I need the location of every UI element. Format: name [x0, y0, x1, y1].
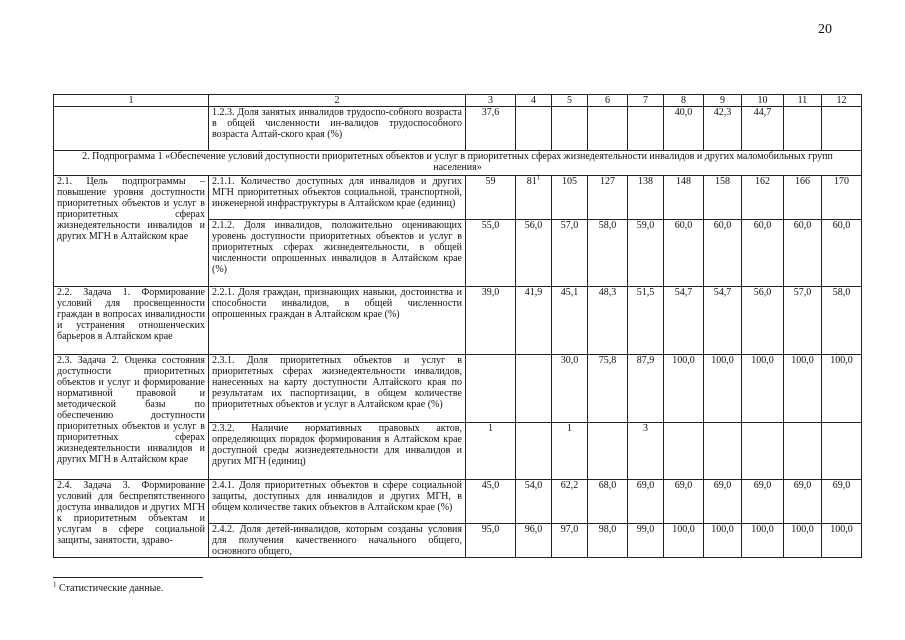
indicator-2-1-2-value-col7: 59,0 [628, 220, 664, 287]
indicator-2-4-2-value-col12: 100,0 [822, 524, 862, 558]
indicator-2-4-2-value-col6: 98,0 [588, 524, 628, 558]
indicator-2-4-2-value-col7: 99,0 [628, 524, 664, 558]
header-col-6: 6 [588, 95, 628, 107]
indicator-1-2-3-value-col9: 42,3 [704, 107, 742, 151]
header-row [54, 95, 862, 107]
indicators-table [53, 94, 862, 558]
header-col-7: 7 [628, 95, 664, 107]
indicator-2-4-2-value-col3: 95,0 [466, 524, 516, 558]
indicator-2-3-2-value-col4 [516, 423, 552, 480]
indicator-2-2-1-value-col7: 51,5 [628, 287, 664, 355]
table-row-2-4-1 [54, 480, 862, 524]
task-2-3: 2.3. Задача 2. Оценка состояния доступности приоритетных объектов и услуг и формирование нормативной правовой и методической базы по обеспечению доступности приоритетных объектов и услуг в приоритетных сферах жизнедеятельности инвалидов и других МГН в Алтайском крае [54, 355, 209, 480]
indicator-2-2-1-text: 2.2.1. Доля граждан, признающих навыки, достоинства и способности инвалидов, в общей численности опрошенных граждан в Алтайском крае (%) [209, 287, 466, 355]
indicator-2-4-1-value-col4: 54,0 [516, 480, 552, 524]
table-row-2-2-1 [54, 287, 862, 355]
footnote [53, 580, 164, 594]
header-col-2: 2 [209, 95, 466, 107]
indicator-2-4-1-value-col8: 69,0 [664, 480, 704, 524]
indicator-2-1-2-value-col3: 55,0 [466, 220, 516, 287]
header-col-9: 9 [704, 95, 742, 107]
indicator-2-1-1-value-col11: 166 [784, 176, 822, 220]
subprogram-title: 2. Подпрограмма 1 «Обеспечение условий доступности приоритетных объектов и услуг в приоритетных сферах жизнедеятельности инвалидов и других маломобильных групп населения» [54, 151, 862, 176]
indicator-2-2-1-value-col10: 56,0 [742, 287, 784, 355]
indicator-2-1-1-value-col5: 105 [552, 176, 588, 220]
indicator-2-3-1-value-col12: 100,0 [822, 355, 862, 423]
indicator-2-1-1-value-col6: 127 [588, 176, 628, 220]
indicator-2-4-2-value-col9: 100,0 [704, 524, 742, 558]
indicator-2-4-2-value-col5: 97,0 [552, 524, 588, 558]
header-col-5: 5 [552, 95, 588, 107]
indicator-2-2-1-value-col3: 39,0 [466, 287, 516, 355]
indicator-1-2-3-value-col12 [822, 107, 862, 151]
task-2-4: 2.4. Задача 3. Формирование условий для беспрепятственного доступа инвалидов и других МГН к приоритетным объектам и услугам в сфере социальной защиты, занятости, здраво- [54, 480, 209, 558]
indicator-2-3-2-value-col9 [704, 423, 742, 480]
indicator-2-4-1-value-col11: 69,0 [784, 480, 822, 524]
indicator-1-2-3-value-col10: 44,7 [742, 107, 784, 151]
indicator-2-1-2-value-col6: 58,0 [588, 220, 628, 287]
cell-empty-col1 [54, 107, 209, 151]
indicator-2-3-1-value-col10: 100,0 [742, 355, 784, 423]
indicator-1-2-3-value-col11 [784, 107, 822, 151]
footnote-mark: 1 [53, 580, 57, 589]
indicator-2-1-2-value-col11: 60,0 [784, 220, 822, 287]
indicator-2-3-2-value-col8 [664, 423, 704, 480]
indicator-2-1-1-value-col3: 59 [466, 176, 516, 220]
header-col-1: 1 [54, 95, 209, 107]
indicator-2-4-2-value-col8: 100,0 [664, 524, 704, 558]
indicator-2-4-2-text: 2.4.2. Доля детей-инвалидов, которым созданы условия для получения качественного начального общего, основного общего, [209, 524, 466, 558]
indicator-1-2-3-value-col4 [516, 107, 552, 151]
indicator-2-1-1-value-col7: 138 [628, 176, 664, 220]
indicator-2-4-1-text: 2.4.1. Доля приоритетных объектов в сфере социальной защиты, доступных для инвалидов и других МГН, в общем количестве таких объектов в Алтайском крае (%) [209, 480, 466, 524]
indicator-2-4-1-value-col7: 69,0 [628, 480, 664, 524]
indicator-2-2-1-value-col5: 45,1 [552, 287, 588, 355]
indicator-2-3-1-value-col5: 30,0 [552, 355, 588, 423]
indicator-2-4-2-value-col10: 100,0 [742, 524, 784, 558]
indicator-1-2-3-value-col8: 40,0 [664, 107, 704, 151]
indicator-2-3-1-value-col4 [516, 355, 552, 423]
indicator-2-1-2-value-col4: 56,0 [516, 220, 552, 287]
indicator-2-4-1-value-col9: 69,0 [704, 480, 742, 524]
header-col-11: 11 [784, 95, 822, 107]
header-col-3: 3 [466, 95, 516, 107]
subprogram-row [54, 151, 862, 176]
header-col-10: 10 [742, 95, 784, 107]
indicator-2-3-1-value-col3 [466, 355, 516, 423]
table-row-1-2-3 [54, 107, 862, 151]
indicator-2-1-1-value-col12: 170 [822, 176, 862, 220]
indicator-1-2-3-value-col6 [588, 107, 628, 151]
table-row-2-3-1 [54, 355, 862, 423]
indicator-2-1-2-text: 2.1.2. Доля инвалидов, положительно оценивающих уровень доступности приоритетных объектов и услуг в приоритетных сферах жизнедеятельности, в общей численности опрошенных инвалидов в Алтайском крае (%) [209, 220, 466, 287]
footnote-ref-mark: 1 [536, 173, 541, 182]
indicator-2-1-2-value-col8: 60,0 [664, 220, 704, 287]
indicator-2-3-1-value-col8: 100,0 [664, 355, 704, 423]
indicator-2-4-1-value-col12: 69,0 [822, 480, 862, 524]
indicator-2-2-1-value-col8: 54,7 [664, 287, 704, 355]
indicator-2-4-1-value-col3: 45,0 [466, 480, 516, 524]
indicator-2-4-1-value-col5: 62,2 [552, 480, 588, 524]
footnote-text: Статистические данные. [56, 583, 164, 594]
goal-2-1: 2.1. Цель подпрограммы – повышение уровня доступности приоритетных объектов и услуг в приоритетных сферах жизнедеятельности инвалидов и других МГН в Алтайском крае [54, 176, 209, 287]
indicator-2-1-1-value-col8: 148 [664, 176, 704, 220]
indicator-2-3-1-value-col7: 87,9 [628, 355, 664, 423]
indicator-2-1-2-value-col9: 60,0 [704, 220, 742, 287]
indicator-1-2-3-value-col7 [628, 107, 664, 151]
indicator-2-3-2-value-col10 [742, 423, 784, 480]
indicator-2-3-2-value-col6 [588, 423, 628, 480]
indicator-2-4-2-value-col4: 96,0 [516, 524, 552, 558]
indicator-2-3-2-value-col12 [822, 423, 862, 480]
indicator-2-4-1-value-col6: 68,0 [588, 480, 628, 524]
indicator-2-1-2-value-col5: 57,0 [552, 220, 588, 287]
indicator-2-2-1-value-col12: 58,0 [822, 287, 862, 355]
indicator-2-1-1-value-col4: $81^1$ [516, 176, 552, 220]
header-col-4: 4 [516, 95, 552, 107]
indicator-2-4-1-value-col10: 69,0 [742, 480, 784, 524]
indicator-2-2-1-value-col4: 41,9 [516, 287, 552, 355]
task-2-2: 2.2. Задача 1. Формирование условий для просвещенности граждан в вопросах инвалидности и устранения отношенческих барьеров в Алтайском крае [54, 287, 209, 355]
indicator-2-4-2-value-col11: 100,0 [784, 524, 822, 558]
indicator-2-1-1-value-col9: 158 [704, 176, 742, 220]
indicator-1-2-3-value-col5 [552, 107, 588, 151]
indicator-2-3-1-value-col11: 100,0 [784, 355, 822, 423]
indicator-2-3-1-value-col6: 75,8 [588, 355, 628, 423]
indicator-1-2-3-text: 1.2.3. Доля занятых инвалидов трудоспо-собного возраста в общей численности ин-валидов трудоспособного возраста Алтай-ского края (%) [209, 107, 466, 151]
indicator-2-3-2-value-col11 [784, 423, 822, 480]
header-col-12: 12 [822, 95, 862, 107]
indicator-2-3-2-text: 2.3.2. Наличие нормативных правовых актов, определяющих порядок формирования в Алтайском крае доступной среды жизнедеятельности для инвалидов и других МГН (единиц) [209, 423, 466, 480]
indicator-2-3-2-value-col5: 1 [552, 423, 588, 480]
indicator-2-1-1-text: 2.1.1. Количество доступных для инвалидов и других МГН приоритетных объектов социальной, транспортной, инженерной инфраструктуры в Алтайском крае (единиц) [209, 176, 466, 220]
indicator-1-2-3-value-col3: 37,6 [466, 107, 516, 151]
table-row-2-1-1 [54, 176, 862, 220]
indicator-2-3-2-value-col3: 1 [466, 423, 516, 480]
indicator-2-3-2-value-col7: 3 [628, 423, 664, 480]
indicator-2-1-2-value-col10: 60,0 [742, 220, 784, 287]
indicator-2-2-1-value-col11: 57,0 [784, 287, 822, 355]
indicator-2-1-1-value-col10: 162 [742, 176, 784, 220]
indicator-2-3-1-text: 2.3.1. Доля приоритетных объектов и услуг в приоритетных сферах жизнедеятельности инвалидов, нанесенных на карту доступности Алтайского края по результатам их паспортизации, в общем количестве приоритетных объектов и услуг в Алтайском крае (%) [209, 355, 466, 423]
indicator-2-2-1-value-col6: 48,3 [588, 287, 628, 355]
header-col-8: 8 [664, 95, 704, 107]
page-number: 20 [818, 22, 832, 37]
indicator-2-1-2-value-col12: 60,0 [822, 220, 862, 287]
footnote-separator [53, 577, 203, 578]
indicator-2-3-1-value-col9: 100,0 [704, 355, 742, 423]
indicator-2-2-1-value-col9: 54,7 [704, 287, 742, 355]
